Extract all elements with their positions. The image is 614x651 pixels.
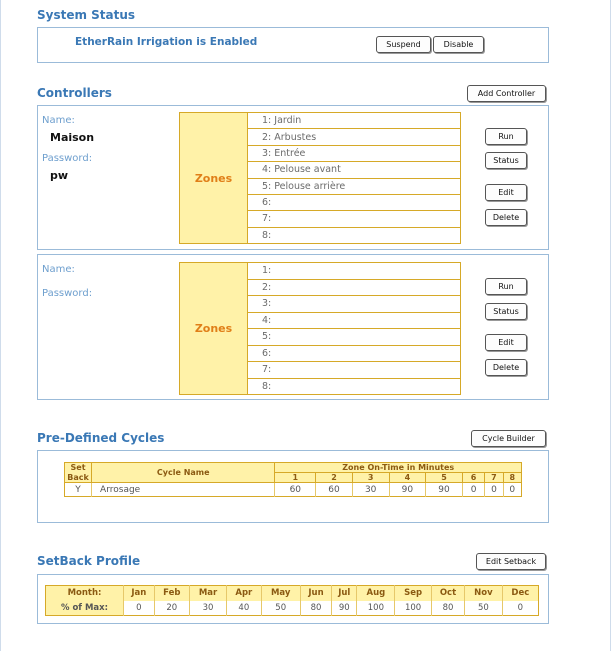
pct-row-header: % of Max: — [46, 601, 124, 616]
pct-cell: 50 — [465, 601, 503, 616]
controller-password: pw — [50, 169, 69, 182]
zone-time-cell: 0 — [509, 484, 516, 495]
zone-number-header: 4 — [389, 473, 426, 483]
zone-number-header: 3 — [352, 473, 389, 483]
zone-number-header: 7 — [485, 473, 503, 483]
zone-number-header: 1 — [275, 473, 316, 483]
zone-item: 7: — [248, 362, 460, 379]
suspend-button[interactable]: Suspend — [376, 36, 431, 53]
zone-item: 6: — [248, 195, 460, 211]
zone-number-header: 8 — [503, 473, 521, 483]
month-row-header: Month: — [46, 586, 124, 601]
controller-name: Maison — [50, 131, 95, 144]
right-border — [610, 0, 611, 651]
zone-item: 3: — [248, 296, 460, 313]
controllers-title: Controllers — [37, 86, 112, 100]
month-header: Mar — [189, 586, 226, 601]
zone-item: 6: — [248, 346, 460, 363]
run-button[interactable]: Run — [485, 278, 527, 295]
name-label: Name: — [42, 115, 75, 126]
setback-title: SetBack Profile — [37, 554, 141, 568]
month-header: Aug — [357, 586, 395, 601]
zone-item: 5: Pelouse arrière — [248, 179, 460, 195]
month-header: Apr — [227, 586, 261, 601]
status-button[interactable]: Status — [485, 152, 527, 169]
run-button[interactable]: Run — [485, 128, 527, 145]
edit-setback-button[interactable]: Edit Setback — [476, 553, 546, 570]
month-header: Jul — [332, 586, 357, 601]
zones-table — [179, 112, 461, 244]
month-header: Nov — [465, 586, 503, 601]
zone-number-header: 6 — [462, 473, 484, 483]
zones-list — [248, 113, 460, 243]
month-header: Sep — [395, 586, 432, 601]
month-header: Oct — [431, 586, 464, 601]
pct-cell: 0 — [517, 602, 524, 613]
pct-cell: 80 — [300, 601, 331, 616]
setback-table — [45, 585, 539, 616]
zone-item: 4: Pelouse avant — [248, 162, 460, 178]
disable-button[interactable]: Disable — [433, 36, 484, 53]
password-label: Password: — [42, 288, 93, 299]
pct-cell: 80 — [431, 601, 464, 616]
zone-item: 7: — [248, 211, 460, 227]
zone-item: 2: Arbustes — [248, 129, 460, 145]
setback-col-header: Back — [65, 473, 92, 483]
zone-number-header: 5 — [426, 473, 463, 483]
cycles-table — [64, 462, 522, 497]
password-label: Password: — [42, 153, 93, 164]
status-button[interactable]: Status — [485, 303, 527, 320]
zone-time-cell: 0 — [485, 483, 503, 497]
zone-time-cell: 30 — [352, 483, 389, 497]
zones-list — [248, 263, 460, 394]
zone-time-cell: 90 — [426, 483, 463, 497]
pct-cell: 90 — [332, 601, 357, 616]
delete-button[interactable]: Delete — [485, 359, 527, 376]
zone-time-cell: 90 — [389, 483, 426, 497]
zone-item: 8: — [262, 229, 272, 241]
edit-button[interactable]: Edit — [485, 184, 527, 201]
zone-time-cell: 0 — [462, 483, 484, 497]
pct-cell: 20 — [154, 601, 189, 616]
system-status-title: System Status — [37, 8, 136, 22]
table-row[interactable] — [65, 483, 522, 497]
add-controller-button[interactable]: Add Controller — [467, 85, 546, 102]
setback-cell: Y — [65, 483, 92, 497]
controller-card — [37, 254, 549, 400]
zone-ontime-col-header: Zone On-Time in Minutes — [275, 463, 522, 473]
zone-item: 3: Entrée — [248, 146, 460, 162]
cycle-builder-button[interactable]: Cycle Builder — [471, 430, 546, 447]
month-header: Jan — [124, 586, 155, 601]
pct-cell: 30 — [189, 601, 226, 616]
zone-item: 1: — [248, 263, 460, 280]
system-status-message: EtherRain Irrigation is Enabled — [75, 36, 258, 48]
zone-time-cell: 60 — [316, 483, 353, 497]
cycle-name-cell: Arrosage — [92, 483, 275, 497]
system-status-panel — [37, 27, 549, 63]
month-header: Feb — [154, 586, 189, 601]
cycles-title: Pre-Defined Cycles — [37, 431, 165, 445]
cycle-name-col-header: Cycle Name — [92, 463, 275, 483]
controller-card — [37, 105, 549, 250]
edit-button[interactable]: Edit — [485, 334, 527, 351]
zones-table — [179, 262, 461, 395]
pct-cell: 0 — [124, 601, 155, 616]
zone-item: 5: — [248, 329, 460, 346]
zone-item: 1: Jardin — [248, 113, 460, 129]
zones-header: Zones — [180, 263, 248, 394]
zone-time-cell: 60 — [275, 483, 316, 497]
zones-header: Zones — [180, 113, 248, 243]
pct-cell: 100 — [357, 601, 395, 616]
left-border — [0, 0, 1, 651]
pct-cell: 100 — [395, 601, 432, 616]
pct-cell: 40 — [227, 601, 261, 616]
zone-item: 8: — [262, 380, 272, 392]
pct-cell: 50 — [261, 601, 300, 616]
zone-item: 4: — [248, 313, 460, 330]
zone-item: 2: — [248, 280, 460, 297]
month-header: Jun — [300, 586, 331, 601]
zone-number-header: 2 — [316, 473, 353, 483]
setback-col-header: Set — [65, 463, 92, 473]
delete-button[interactable]: Delete — [485, 209, 527, 226]
name-label: Name: — [42, 264, 75, 275]
month-header: Dec — [502, 586, 538, 601]
month-header: May — [261, 586, 300, 601]
